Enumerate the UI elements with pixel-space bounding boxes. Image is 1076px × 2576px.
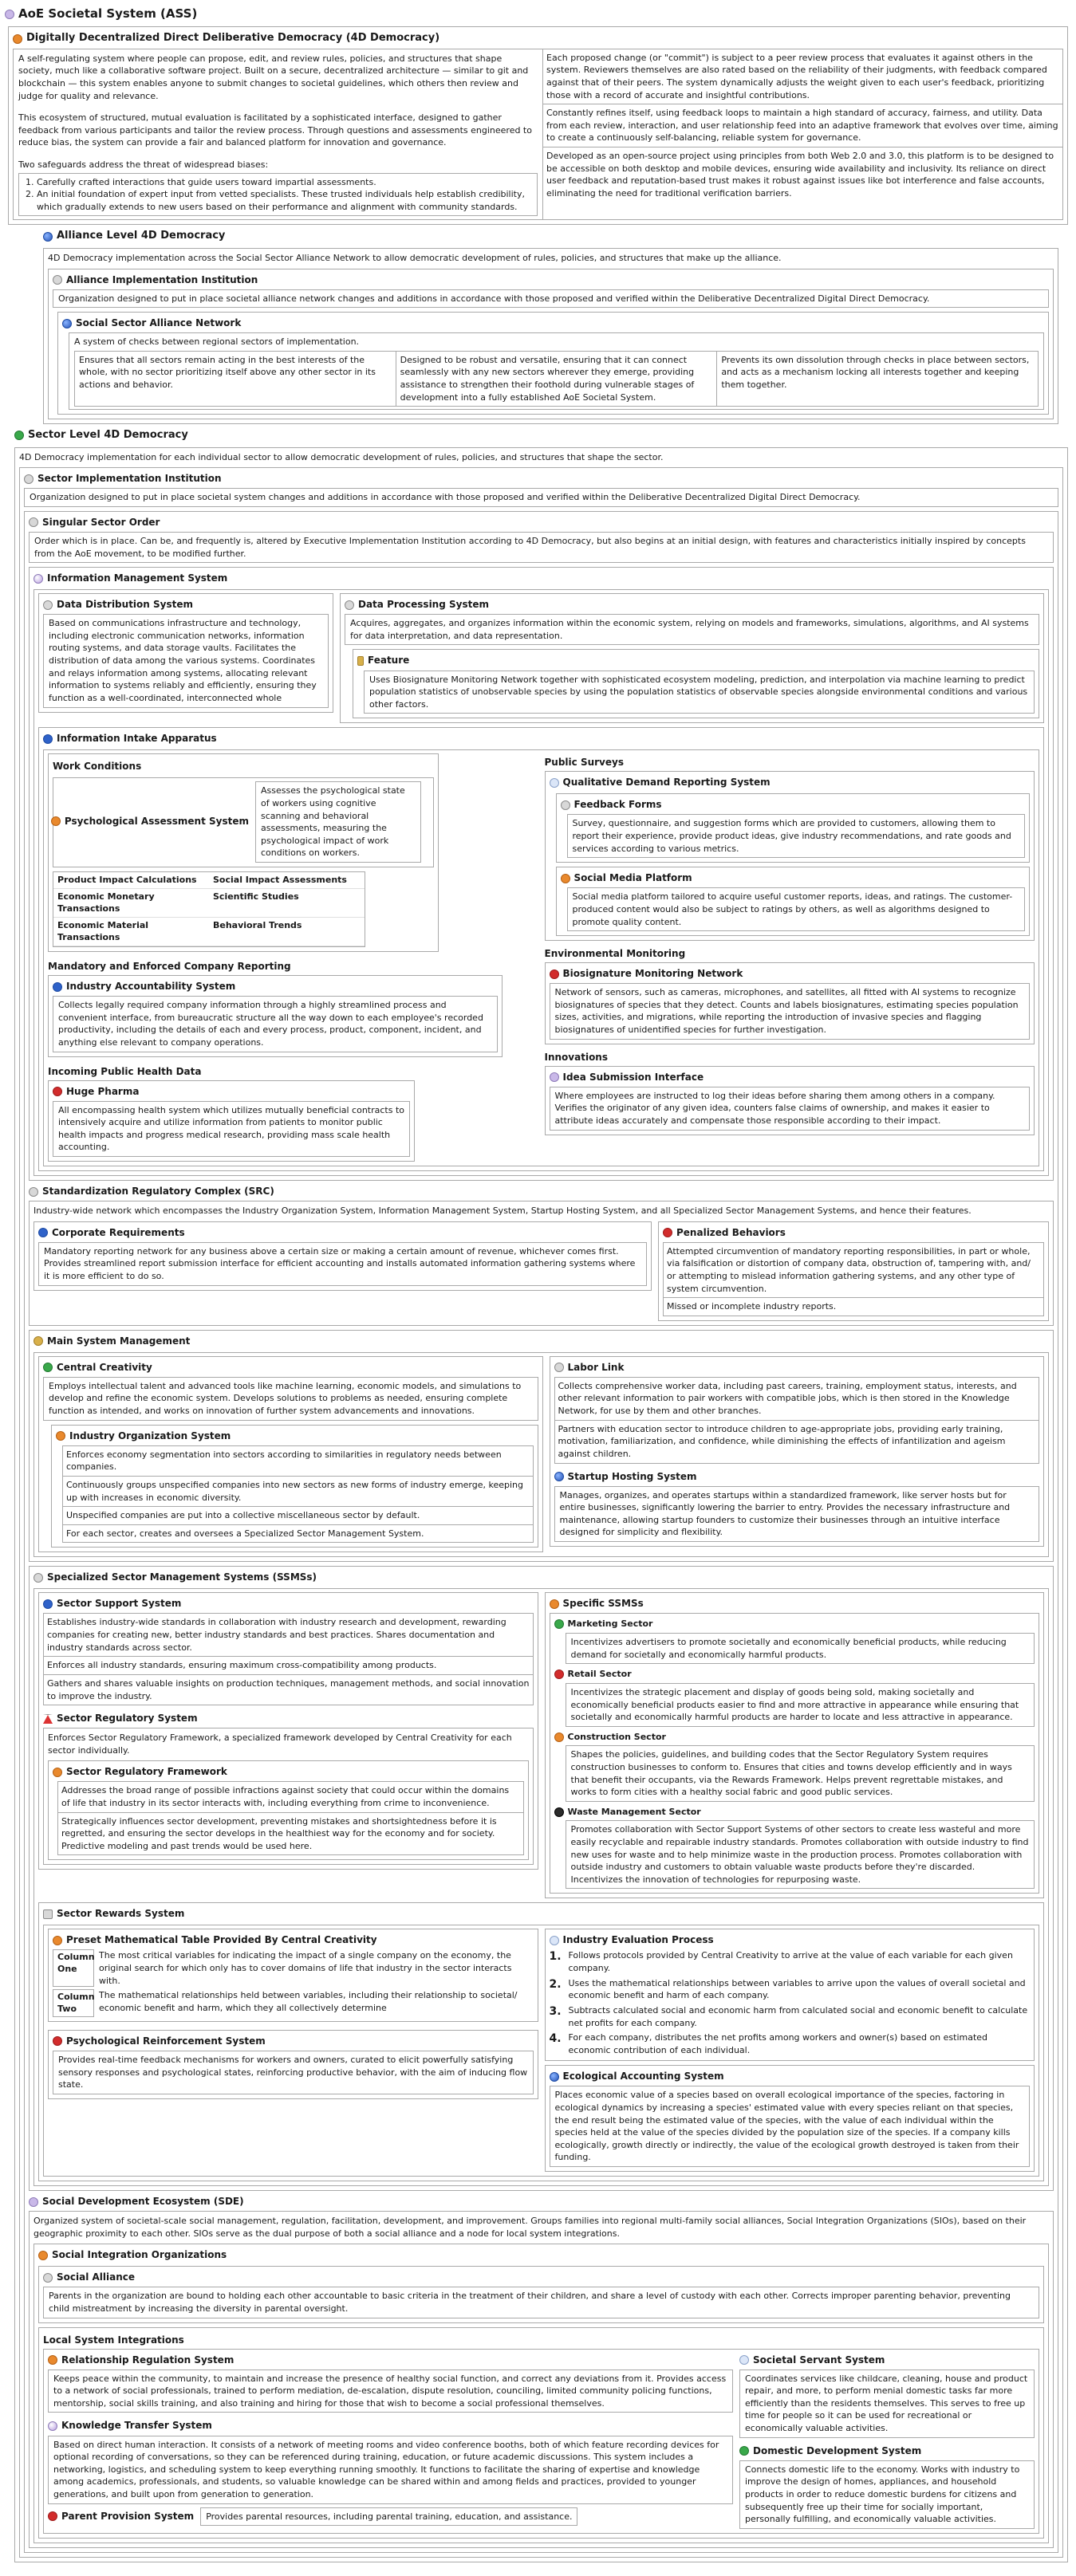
msm-node — [29, 1330, 1054, 1563]
kts-desc: Based on direct human interaction. It consists of a network of meeting rooms and video conference booths, both of which feature recording devices for optional recording of conversations, so they can be referenced during training, education, or future academic discussions. This system includes a networking, logistics, and scheduling system to keep everything running smoothly. It functions to facilitate the sharing of expertise and knowledge among academics, professionals, and students, so valuable knowledge can be shared within and among fields and practices, provided to younger generations, and built upon from generation to generation. — [48, 2436, 733, 2504]
management-icon — [34, 1336, 43, 1346]
d4-text: Two safeguards address the threat of widespread biases: — [18, 159, 269, 171]
pharma-node — [48, 1080, 415, 1162]
table-cell: Behavioral Trends — [209, 918, 365, 946]
d4-cell: Developed as an open-source project using principles from both Web 2.0 and 3.0, this platform is to be designed to be accessible on both desktop and mobile devices, ensuring wide availability and inclusivity. Its reliance on direct user feedback and reputation-based trust makes it robust against issues like bot interference and false accounts, eliminating the need for traditional verification barriers. — [546, 151, 1054, 199]
bio-desc: Network of sensors, such as cameras, microphones, and satellites, all fitted with AI systems to recognize biosignatures of species that they detect. Counts and labels biosignatures, estimating species population sizes, activities, and migrations, while reporting the introduction of invasive species and flagging biosignatures of unidentified species for further investigation. — [550, 983, 1031, 1039]
globe-icon — [43, 232, 53, 242]
pps-desc: Provides parental resources, including parental training, education, and assistance. — [200, 2507, 577, 2527]
sa-node — [38, 2266, 1044, 2322]
const-desc: Shapes the policies, guidelines, and building codes that the Sector Regulatory System requires construction businesses to conform to. Ensures that cities and towns develop efficiently and in ways that benefit their occupants, via the Rewards Framework. Helps prevent regrettable mistakes, and works to form cities with a healthy social fabric and good public services. — [566, 1745, 1035, 1801]
mkt-title: Marketing Sector — [567, 1618, 653, 1630]
home-icon — [739, 2446, 749, 2456]
retail-icon — [554, 1669, 564, 1679]
pmt-title: Preset Mathematical Table Provided By Central Creativity — [66, 1934, 377, 1946]
iep-step: 3. Subtracts calculated social and economic harm from calculated social and economic benefit to calculate net profits for each company. — [549, 2004, 1028, 2028]
bio-title: Biosignature Monitoring Network — [562, 968, 743, 980]
list-item: 2. An initial foundation of expert input from vetted specialists. These trusted individuals help establish credibility, which gradually extends to new users based on their performance and alignment with community standards. — [37, 188, 532, 213]
labor-title: Labor Link — [567, 1361, 625, 1373]
srs-title: Sector Rewards System — [57, 1908, 185, 1920]
data-table — [53, 871, 365, 947]
idea-desc: Where employees are instructed to log their ideas before sharing them among others in a company. Verifies the originator of any given idea, counters false claims of ownership, and makes it easier to attribute ideas accurately and compensate those responsible according to their impact. — [550, 1087, 1031, 1131]
specific-node — [545, 1592, 1045, 1898]
pen-node — [658, 1221, 1049, 1321]
psych-node — [53, 777, 434, 867]
ssan-node — [57, 312, 1049, 415]
form-icon — [561, 800, 570, 810]
distribution-icon — [43, 600, 53, 610]
corp-desc: Mandatory reporting network for any business above a certain size or making a certain amount of revenue, whichever comes first. Provides streamlined report submission interface for efficient accounting and installs automated information gathering systems where it is more efficient to do so. — [38, 1242, 647, 1286]
dds-title: Data Distribution System — [57, 599, 193, 611]
table-cell: Product Impact Calculations — [53, 872, 209, 889]
heart-icon — [48, 2511, 57, 2521]
d4-title: Digitally Decentralized Direct Deliberative Democracy (4D Democracy) — [26, 32, 440, 45]
ios-item: Continuously groups unspecified companies into new sectors as new forms of industry emerge, keeping up with increases in economic diversity. — [63, 1477, 533, 1507]
support-title: Sector Support System — [57, 1598, 182, 1610]
dds-node — [38, 593, 333, 712]
iep-step: 1. Follows protocols provided by Central Creativity to arrive at the value of each variable for each given company. — [549, 1950, 1013, 1974]
sss-title: Societal Servant System — [753, 2354, 885, 2366]
srf-item: Strategically influences sector development, preventing mistakes and shortsightedness before it is regretted, and ensuring the sector develops in the healthiest way for the economy and for society. Predictive modeling and past trends would be used here. — [61, 1815, 497, 1851]
ssms-title: Specialized Sector Management Systems (SSMSs) — [47, 1571, 317, 1583]
src-title: Standardization Regulatory Complex (SRC) — [42, 1186, 274, 1198]
sector-icon — [14, 431, 24, 440]
sss-desc: Coordinates services like childcare, cleaning, house and product repair, and more, to perform menial domestic tasks far more efficiently than the residents themselves. This serves to free up time for people so it can be used for recreational or economically valuable activities. — [739, 2370, 1035, 2438]
ias-desc: Collects legally required company information through a highly streamlined process and convenient interface, from bureaucratic structure all the way down to each employee's recorded productivity, including the details of each and every process, product, component, incident, and anything else relevant to company operations. — [53, 996, 498, 1052]
iep-node — [545, 1929, 1035, 2061]
forms-title: Feedback Forms — [573, 799, 662, 811]
ssan-desc: A system of checks between regional sectors of implementation. — [74, 336, 360, 348]
organization-icon — [38, 2251, 48, 2260]
network-icon — [62, 319, 72, 328]
iia-node — [38, 727, 1044, 1171]
info-icon — [53, 982, 62, 992]
list-item: 1. Carefully crafted interactions that guide users toward impartial assessments. — [37, 176, 532, 189]
organization-icon — [56, 1431, 65, 1441]
forms-node — [556, 793, 1031, 863]
idea-icon — [550, 1072, 559, 1082]
srs-node — [38, 1902, 1044, 2181]
labor-item: Collects comprehensive worker data, including past careers, training, employment status, interests, and other relevant information to pair workers with compatible jobs, which is then stored in the Knowledge Network, for use by them and other branches. — [555, 1378, 1039, 1421]
ias-node — [48, 975, 503, 1056]
pen-item: Missed or incomplete industry reports. — [667, 1301, 837, 1312]
eas-node — [545, 2065, 1035, 2172]
qual-title: Qualitative Demand Reporting System — [562, 777, 771, 789]
qual-node — [545, 771, 1035, 941]
institution-icon — [53, 275, 62, 285]
alliance-icon — [43, 2273, 53, 2283]
cc-node — [38, 1356, 543, 1553]
ssan-cell: Designed to be robust and versatile, ensuring that it can connect seamlessly with any new sectors wherever they emerge, providing assistance to strengthen their foothold during vulnerable stages of development into a fully established AoE Societal System. — [396, 352, 718, 406]
alert-icon — [663, 1228, 672, 1237]
d4-content — [13, 49, 1063, 221]
support-item: Establishes industry-wide standards in collaboration with industry research and development, rewarding companies for creating new, better industry standards and best practices. Shares documentation and industry standards across sector. — [44, 1614, 533, 1657]
ios-item: Enforces economy segmentation into sectors according to similarities in regulatory needs between companies. — [63, 1446, 533, 1477]
alliance-node — [43, 229, 1068, 424]
sensor-icon — [550, 969, 559, 979]
prs-node — [48, 2030, 538, 2099]
waste-desc: Promotes collaboration with Sector Support Systems of other sectors to create less wasteful and more easily recyclable and repairable industry standards. Promotes collaboration with outside industry to find new uses for waste and to help minimize waste in the production process. Promotes collaboration with outside industry and customers to obtain valuable waste products before they're discarded. Incentivizes the innovation of technologies for repurposing waste. — [566, 1820, 1035, 1889]
ssan-cell: Prevents its own dissolution through checks in place between sectors, and acts as a mechanism locking all interests together and keeping them together. — [721, 354, 1030, 391]
pill-icon — [53, 1087, 62, 1096]
sector-impl-node — [19, 467, 1063, 2557]
idea-node — [545, 1066, 1035, 1135]
app-icon — [5, 10, 14, 19]
d4-cell: Constantly refines itself, using feedback loops to maintain a high standard of accuracy, fairness, and utility. Data from each review, interaction, and user relationship feed into an adaptive framework that evolves over time, aiming to create a continuously self-balancing, reliable system for governance. — [543, 104, 1062, 147]
d4-node — [8, 26, 1068, 225]
retail-title: Retail Sector — [567, 1669, 632, 1680]
order-icon — [29, 517, 38, 527]
eas-title: Ecological Accounting System — [562, 2071, 724, 2082]
info-icon — [38, 1228, 48, 1237]
dom-desc: Connects domestic life to the economy. Works with industry to improve the design of homes, appliances, and household products in order to reduce domestic burdens for citizens and subsequently free up their time for socially important, personally fulfilling, and economically valuable activities. — [739, 2460, 1035, 2529]
mand-title: Mandatory and Enforced Company Reporting — [48, 961, 291, 973]
ssms-node — [29, 1566, 1054, 2191]
sector-title: Sector Level 4D Democracy — [28, 429, 188, 442]
pharma-desc: All encompassing health system which utilizes mutually beneficial contracts to intensively acquire and utilize information from patients to monitor public health impacts and progress medical research, providing mass scale health accounting. — [53, 1101, 410, 1157]
heart-icon — [53, 2036, 62, 2046]
waste-icon — [554, 1807, 564, 1817]
pmt-key: Column One — [53, 1949, 94, 1987]
evaluation-icon — [550, 1936, 559, 1945]
brain-icon — [51, 816, 61, 826]
health-title: Incoming Public Health Data — [48, 1065, 202, 1077]
smp-node — [556, 867, 1031, 936]
bio-node — [545, 962, 1035, 1044]
alliance-impl-desc: Organization designed to put in place societal alliance network changes and additions in accordance with those proposed and verified within the Deliberative Decentralized Digital Direct Democracy. — [53, 289, 1049, 309]
feature-node — [353, 649, 1039, 718]
lsi-node — [38, 2327, 1044, 2539]
sectors-icon — [550, 1599, 559, 1609]
sio-node — [34, 2244, 1049, 2543]
innov-title: Innovations — [544, 1051, 608, 1063]
startup-desc: Manages, organizes, and operates startups within a standardized framework, like server hosts but for entire businesses, significantly lowering the barrier to entry. Provides the necessary infrastructure and maintenance, allowing startup founders to customize their businesses through an intuitive interface designed for simplicity and flexibility. — [554, 1486, 1040, 1542]
public-title: Public Surveys — [544, 757, 624, 769]
kts-title: Knowledge Transfer System — [61, 2420, 212, 2432]
iia-title: Information Intake Apparatus — [57, 733, 217, 745]
const-title: Construction Sector — [567, 1731, 666, 1742]
src-node — [29, 1185, 1054, 1326]
ims-icon — [34, 574, 43, 584]
ios-node — [51, 1425, 538, 1548]
labor-node — [550, 1356, 1045, 1547]
order-node — [24, 511, 1058, 2553]
social-icon — [561, 874, 570, 883]
check-icon — [43, 1363, 53, 1372]
d4-icon — [13, 34, 22, 44]
construction-icon — [554, 1732, 564, 1742]
pmt-text: The most critical variables for indicating the impact of a single company on the economy, the original search for which only has to cover domains of life that industry in the sector interacts with. — [99, 1950, 512, 1986]
alliance-impl-title: Alliance Implementation Institution — [66, 273, 258, 285]
pmt-text: The mathematical relationships held between variables, including their relationship to societal/ economic benefit and harm, which they all collectively determine — [99, 1990, 518, 2013]
ssan-cell: Ensures that all sectors remain acting in the best interests of the whole, with no sector prioritizing itself above any other sector in its actions and behavior. — [75, 352, 396, 406]
check-icon — [554, 1619, 564, 1629]
sa-desc: Parents in the organization are bound to holding each other accountable to basic criteria in the treatment of their children, and share a level of custody with each other. Corrects improper parenting behavior, preventing child mistreatment by increasing the diversity in parental oversight. — [43, 2287, 1039, 2318]
ims-title: Information Management System — [47, 572, 228, 584]
pmt-node — [48, 1929, 538, 2021]
sde-desc: Organized system of societal-scale social management, regulation, facilitation, development, and improvement. Groups families into regional multi-family social alliances, Social Integration Organizations (SIOs), based on their geographic proximity to each other. SIOs serve as the dual purpose of both a social alliance and a node for local system integrations. — [34, 2216, 1027, 2239]
prs-desc: Provides real-time feedback mechanisms for workers and owners, curated to elicit powerfully satisfying sensory responses and psychological states, reinforcing productive behavior, with the aim of inducing flow state. — [53, 2051, 534, 2094]
pen-item: Attempted circumvention of mandatory reporting responsibilities, in part or whole, via falsification or distortion of company data, obstruction of, tampering with, and/ or attempting to mislead information gathering systems, and any other type of system circumvention. — [664, 1243, 1043, 1298]
alliance-desc: 4D Democracy implementation across the Social Sector Alliance Network to allow democratic development of rules, policies, and structures that make up the alliance. — [48, 252, 782, 263]
reg-desc: Enforces Sector Regulatory Framework, a specialized framework developed by Central Creativity for each sector individually. — [48, 1732, 512, 1756]
ios-title: Industry Organization System — [69, 1430, 231, 1441]
sde-node — [29, 2195, 1054, 2548]
table-cell: Economic Material Transactions — [53, 918, 209, 946]
ssan-title: Social Sector Alliance Network — [76, 317, 242, 329]
feature-title: Feature — [368, 655, 410, 667]
ims-node — [29, 567, 1054, 1181]
pen-title: Penalized Behaviors — [676, 1226, 786, 1238]
root-node — [5, 6, 1068, 2562]
ias-title: Industry Accountability System — [66, 981, 236, 993]
sa-title: Social Alliance — [57, 2271, 136, 2283]
pps-title: Parent Provision System — [61, 2510, 195, 2522]
mkt-node — [550, 1613, 1040, 1894]
order-title: Singular Sector Order — [42, 516, 160, 528]
specific-title: Specific SSMSs — [562, 1598, 644, 1610]
feature-icon — [357, 656, 364, 666]
pmt-row — [53, 1989, 534, 2017]
srf-node — [48, 1760, 529, 1860]
community-icon — [29, 2197, 38, 2207]
env-title: Environmental Monitoring — [544, 948, 686, 960]
rewards-icon — [43, 1909, 53, 1919]
srf-item: Addresses the broad range of possible infractions against society that could occur within the domains of life that industry in its sector interacts with, including everything from crime to inconvenience. — [58, 1782, 523, 1812]
work-node — [48, 753, 439, 952]
dps-desc: Acquires, aggregates, and organizes information within the economic system, relying on models and frameworks, simulations, algorithms, and AI systems for data interpretation, and data representation. — [345, 614, 1039, 645]
ssms-icon — [34, 1573, 43, 1583]
forms-desc: Survey, questionnaire, and suggestion forms which are provided to customers, allowing them to report their experience, provide product ideas, give industry recommendations, and rate goods and services according to various metrics. — [567, 814, 1026, 858]
startup-title: Startup Hosting System — [567, 1470, 697, 1482]
rrs-title: Relationship Regulation System — [61, 2354, 235, 2366]
cc-desc: Employs intellectual talent and advanced tools like machine learning, economic models, and simulations to develop and refine the economic system. Develops solutions to problems as needed, ensuring complete function as intended, and works on innovation of further system advancements and innovations. — [43, 1377, 538, 1421]
d4-cell: Each proposed change (or "commit") is subject to a peer review process that evaluates it against others in the system. Reviewers themselves are also rated based on the reliability of their judgments, with feedback compared against that of their peers. The system dynamically adjusts the weight given to each user's feedback, prioritizing those with a record of accurate and insightful contributions. — [543, 49, 1062, 104]
table-cell: Social Impact Assessments — [209, 872, 365, 889]
iep-title: Industry Evaluation Process — [562, 1934, 714, 1946]
info-icon — [43, 734, 53, 744]
support-item: Enforces all industry standards, ensuring maximum cross-compatibility among products. — [44, 1657, 533, 1675]
framework-icon — [53, 1768, 62, 1777]
ios-item: For each sector, creates and oversees a Specialized Sector Management System. — [66, 1528, 424, 1539]
eas-desc: Places economic value of a species based on overall ecological importance of the species, factoring in ecological dynamics by increasing a species' estimated value with every species reliant on that species, the end result being the estimated value of the species, with the value of each individual within the species held at the value of the species divided by the population size of the species. If a company kills ecologically, growth directly or indirectly, the value of the ecological growth destroyed is taken from their funding. — [550, 2086, 1031, 2167]
waste-title: Waste Management Sector — [567, 1806, 701, 1817]
servant-icon — [739, 2355, 749, 2365]
relationship-icon — [48, 2355, 57, 2365]
globe-icon — [550, 2072, 559, 2082]
dds-desc: Based on communications infrastructure and technology, including electronic communication networks, information routing systems, and data storage vaults. Facilitates the distribution of data among the various systems. Coordinates and relays information among systems, allocating relevant information to systems reliably and efficiently, ensuring they function as a well-coordinated, interconnected whole — [43, 614, 329, 707]
sector-impl-desc: Organization designed to put in place societal system changes and additions in accordance with those proposed and verified within the Deliberative Decentralized Digital Direct Democracy. — [24, 488, 1058, 507]
warning-icon — [43, 1714, 53, 1724]
work-title: Work Conditions — [53, 761, 142, 773]
order-desc: Order which is in place. Can be, and frequently is, altered by Executive Implementation Institution according to 4D Democracy, but also begins at an initial design, with features and characteristics initially inspired by concepts from the AoE movement, to be modified further. — [29, 532, 1054, 563]
link-icon — [554, 1363, 564, 1372]
psych-title: Psychological Assessment System — [64, 815, 249, 827]
table-cell: Economic Monetary Transactions — [53, 889, 209, 918]
psych-desc: Assesses the psychological state of workers using cognitive scanning and behavioral assessments, measuring the psychological impact of work conditions on workers. — [255, 781, 421, 863]
sde-title: Social Development Ecosystem (SDE) — [42, 2196, 244, 2208]
mkt-desc: Incentivizes advertisers to promote societally and economically beneficial products, while reducing demand for societally and economically harmful products. — [566, 1633, 1035, 1664]
idea-title: Idea Submission Interface — [562, 1071, 704, 1083]
pmt-key: Column Two — [53, 1989, 94, 2017]
dom-title: Domestic Development System — [753, 2444, 922, 2456]
smp-title: Social Media Platform — [573, 872, 692, 884]
alliance-impl-node — [48, 269, 1054, 420]
support-node — [38, 1592, 538, 1870]
ios-item: Unspecified companies are put into a collective miscellaneous sector by default. — [63, 1507, 533, 1525]
d4-text: A self-regulating system where people can propose, edit, and review rules, policies, and structures that shape society, much like a collaborative software project. Built on a secure, decentralized architecture — similar to git and blockchain — this system enables anyone to submit changes to societal guidelines, which others then review and judge for quality and relevance. — [18, 53, 529, 101]
sio-title: Social Integration Organizations — [52, 2249, 227, 2261]
labor-item: Partners with education sector to introduce children to age-appropriate jobs, providing early training, motivation, familiarization, and confidence, while diminishing the effects of infantilization and ageism against children. — [558, 1423, 1006, 1459]
feature-desc: Uses Biosignature Monitoring Network together with sophisticated ecosystem modeling, prediction, and interpolation via machine learning to predict population statistics of unobservable species by using the population statistics of observable species alongside environmental conditions and various other factors. — [364, 671, 1035, 714]
dps-title: Data Processing System — [358, 599, 489, 611]
safeguard-list — [18, 173, 538, 217]
rrs-desc: Keeps peace within the community, to maintain and increase the presence of healthy social function, and correct any deviations from it. Provides access to a network of social professionals, trained to perform mediation, de-escalation, dispute resolution, counciling, limited community policing functions, mentorship, social skills training, and also training and hiring for those that wish to become a social professional themselves. — [48, 2370, 733, 2413]
prs-title: Psychological Reinforcement System — [66, 2035, 266, 2047]
report-icon — [550, 778, 559, 788]
sector-node — [19, 428, 1068, 2562]
dps-node — [340, 593, 1044, 723]
alliance-title: Alliance Level 4D Democracy — [57, 230, 226, 242]
sector-impl-title: Sector Implementation Institution — [37, 473, 222, 485]
startup-icon — [554, 1472, 564, 1481]
info-icon — [43, 1599, 53, 1609]
srf-title: Sector Regulatory Framework — [66, 1766, 227, 1778]
pmt-row — [53, 1949, 534, 1987]
msm-title: Main System Management — [47, 1335, 191, 1347]
iep-step: 2. Uses the mathematical relationships between variables to arrive upon the values of overall societal and economic benefit and harm of each company. — [549, 1977, 1026, 2001]
root-title: AoE Societal System (ASS) — [18, 6, 198, 21]
smp-desc: Social media platform tailored to acquire useful customer reports, ideas, and ratings. The customer-produced content would also be subject to ratings by others, as well as algorithms designed to promote quality content. — [567, 887, 1026, 931]
retail-desc: Incentivizes the strategic placement and display of goods being sold, making societally and economically beneficial products easier to find and more attractive in appearance while ensuring that societally and economically harmful products are harder to locate and less attractive in appearance. — [566, 1683, 1035, 1727]
d4-text: This ecosystem of structured, mutual evaluation is facilitated by a sophisticated interface, designed to gather feedback from various participants and tailor the review process. Through questions and assessments engineered to reduce bias, the system can provide a fair and balanced platform for innovation and governance. — [18, 112, 532, 148]
corp-node — [34, 1221, 652, 1291]
src-icon — [29, 1187, 38, 1197]
sector-desc: 4D Democracy implementation for each individual sector to allow democratic development of rules, policies, and structures that shape the sector. — [19, 451, 664, 462]
table-cell: Scientific Studies — [209, 889, 365, 918]
support-item: Gathers and shares valuable insights on production techniques, management methods, and social innovation to improve the industry. — [47, 1677, 530, 1701]
pharma-title: Huge Pharma — [66, 1085, 140, 1097]
table-icon — [53, 1936, 62, 1945]
institution-icon — [24, 474, 34, 484]
src-desc: Industry-wide network which encompasses the Industry Organization System, Information Management System, Startup Hosting System, and all Specialized Sector Management Systems, and hence their features. — [34, 1205, 972, 1217]
processing-icon — [345, 600, 354, 610]
corp-title: Corporate Requirements — [52, 1226, 185, 1238]
knowledge-icon — [48, 2421, 57, 2431]
reg-title: Sector Regulatory System — [57, 1713, 198, 1725]
lsi-title: Local System Integrations — [43, 2334, 184, 2346]
iep-step: 4. For each company, distributes the net profits among workers and owner(s) based on estimated economic contribution of each individual. — [549, 2032, 988, 2055]
cc-title: Central Creativity — [57, 1361, 152, 1373]
